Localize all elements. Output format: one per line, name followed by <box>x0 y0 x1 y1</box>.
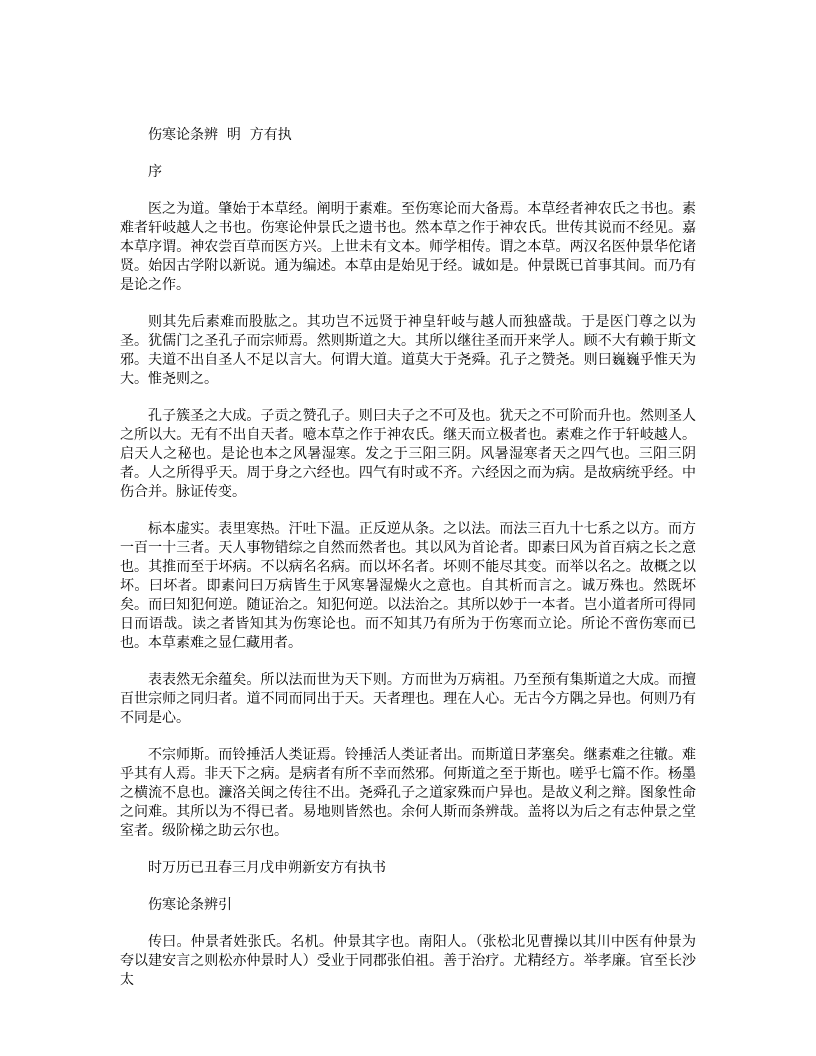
document-title: 伤寒论条辨 明 方有执 <box>148 127 292 143</box>
paragraph: 表表然无余蕴矣。所以法而世为天下则。方而世为万病祖。乃至预有集斯道之大成。而擅百世宗师之同归者。道不同而同出于天。天者理也。理在人心。无古今方隅之异也。何则乃有不同是心。 <box>120 672 696 726</box>
preface-heading: 序 <box>148 164 162 180</box>
paragraph: 不宗师斯。而铃捶活人类证焉。铃捶活人类证者出。而斯道日茅塞矣。继素难之往辙。难乎其有人焉。非天下之病。是病者有所不幸而然邪。何斯道之至于斯也。嗟乎七篇不作。杨墨之横流不息也。濂洛关闽之传往不出。尧舜孔子之道家殊而户异也。是故义利之辩。图象性命之问难。其所以为不得已者。易地则皆然也。余何人斯而条辨哉。盖将以为后之有志仲景之堂室者。级阶梯之助云尔也。 <box>120 747 696 839</box>
paragraph: 医之为道。肇始于本草经。阐明于素难。至伤寒论而大备焉。本草经者神农氏之书也。素难者轩岐越人之书也。伤寒论仲景氏之遗书也。然本草之作于神农氏。世传其说而不经见。嘉 本草序谓。神农尝百草而医方兴。上世未有文本。师学相传。谓之本草。两汉名医仲景华佗诸贤。始因古学附以新说。通为编述。本草由是始见于经。诚如是。仲景既已首事其间。而乃有是论之作。 <box>120 201 701 293</box>
paragraph: 孔子簇圣之大成。子贡之赞孔子。则曰夫子之不可及也。犹天之不可阶而升也。然则圣人之所以大。无有不出自天者。噫本草之作于神农氏。继天而立极者也。素难之作于轩岐越人。启天人之秘也。是论也本之风暑湿寒。发之于三阳三阴。风暑湿寒者天之四气也。三阳三阴者。人之所得乎天。周于身之六经也。四气有时或不齐。六经因之而为病。是故病统乎经。中伤合并。脉证传变。 <box>120 408 696 500</box>
intro-heading: 伤寒论条辨引 <box>148 897 232 913</box>
paragraph: 则其先后素难而股肱之。其功岂不远贤于神皇轩岐与越人而独盛哉。于是医门尊之以为圣。犹儒门之圣孔子而宗师焉。然则斯道之大。其所以继往圣而开来学人。顾不大有赖于斯文邪。夫道不出自圣人不足以言大。何谓大道。道莫大于尧舜。孔子之赞尧。则曰巍巍乎惟天为大。惟尧则之。 <box>120 314 696 387</box>
document-page <box>120 126 701 1008</box>
date-line: 时万历已丑春三月戊申朔新安方有执书 <box>148 860 386 876</box>
paragraph: 标本虚实。表里寒热。汗吐下温。正反逆从条。之以法。而法三百九十七系之以方。而方一百一十三者。天人事物错综之自然而然者也。其以风为首论者。即素曰风为首百病之长之意也。其推而至于坏病。不以病名名病。而以坏名者。坏则不能尽其变。而举以名之。故概之以坏。曰坏者。即素问曰万病皆生于风寒暑湿燥火之意也。自其析而言之。诚万殊也。然既坏矣。而曰知犯何逆。随证治之。知犯何逆。以法治之。其所以妙于一本者。岂小道者所可得同日而语哉。读之者皆知其为伤寒论也。而不知其乃有所为于伤寒而立论。所论不啻伤寒而已也。本草素难之显仁藏用者。 <box>120 521 696 651</box>
intro-paragraph: 传曰。仲景者姓张氏。名机。仲景其字也。南阳人。（张松北见曹操以其川中医有仲景为夸以建安言之则松亦仲景时人）受业于同郡张伯祖。善于治疗。尤精经方。举孝廉。官至长沙太 <box>120 934 696 988</box>
